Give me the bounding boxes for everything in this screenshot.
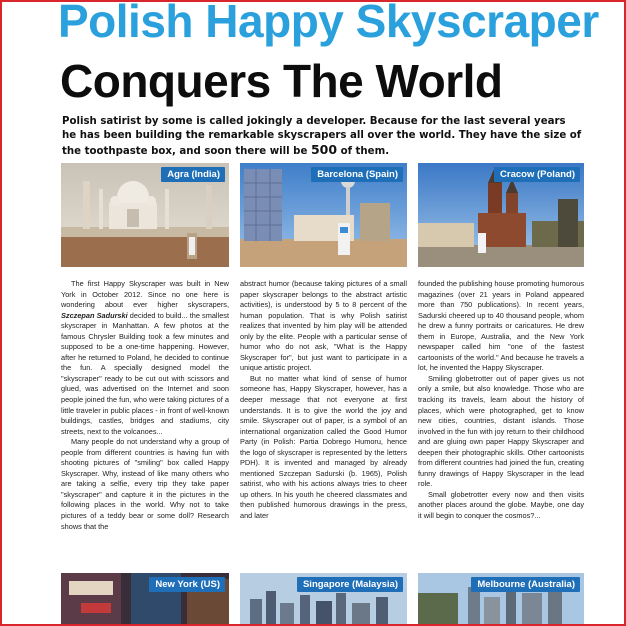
photo-label-singapore: Singapore (Malaysia)	[297, 577, 403, 592]
col1-text-b: decided to build... the smallest skyscraper in Manhattan. A few photos at the famous Chrysler Building took a few minutes and supposed to be a one-time happening. However, after he returned to Poland, he decided to continue the fun. A specially designed model the "skyscraper" ready to be cut out with scissors and glued, was advertised on the Internet and soon people joined the fun, who were taking pictures of a little traveler in public places - in front of well-known buildings, castles, bridges and stadiums, city streets, next to the volcanoes...	[61, 310, 229, 436]
lead-text-2: of them.	[337, 146, 390, 157]
col2-paragraph-2: But no matter what kind of sense of humor someone has, Happy Skyscraper, however, has a deeper message that not everyone at first understands. It is to give the world the joy and smile. Skyscraper out of paper, is a symbol of an international organization called the Good Humor Party (in Polish: Partia Dobrego Humoru, hence the logo of skyscraper is represented by the letters PDH). It is invented and managed by already mentioned Szczepan Sadurski (b. 1965), Polish satirist, who with his actions always tries to cheer up others. In his youth he cheered classmates and then published humorous drawings in the press, and later	[240, 373, 407, 521]
author-name: Szczepan Sadurski	[61, 310, 128, 320]
title-line-1: Polish Happy Skyscraper	[58, 0, 599, 47]
photo-barcelona	[240, 163, 407, 267]
photo-label-agra: Agra (India)	[161, 167, 225, 182]
photo-label-cracow: Cracow (Poland)	[494, 167, 580, 182]
photo-cracow	[418, 163, 584, 267]
lead-text-1: Polish satirist by some is called jokingly a developer. Because for the last several years he has been building the remarkable skyscrapers all over the world. They have the size of the toothpaste box, and soon there will be	[62, 116, 582, 157]
col1-paragraph-1	[61, 279, 229, 437]
column-3	[418, 279, 584, 522]
photo-singapore	[240, 573, 407, 625]
column-1	[61, 279, 229, 532]
col1-paragraph-2: Many people do not understand why a group of people from different countries is having fun with shooting pictures of "smiling" box called Happy Skyscraper. Why, instead of like many others who are taking a selfie, every trip they take paper "skyscraper" and capture it in the pictures in the following places in the world. Why not to take pictures of a teddy bear or some doll? Research shows that the	[61, 437, 229, 531]
lead-paragraph	[62, 115, 582, 159]
photo-melbourne	[418, 573, 584, 625]
photo-label-new-york: New York (US)	[149, 577, 225, 592]
col2-paragraph-1: abstract humor (because taking pictures of a small paper skyscraper belongs to the abstract artistic activities), is understood by 5 to 8 percent of the human population. That is why Polish satirist realizes that invented by him play will be attended only by the elite. People with a particular sense of humor who do not ask, "What is the Happy Skyscraper for", but just want to participate in a unique artistic project.	[240, 279, 407, 373]
col3-paragraph-3: Small globetrotter every now and then visits another places around the globe. Maybe, one day it will begin to conquer the cosmos?...	[418, 489, 584, 521]
photo-agra	[61, 163, 229, 267]
photo-label-barcelona: Barcelona (Spain)	[311, 167, 403, 182]
col3-paragraph-1: founded the publishing house promoting humorous magazines (over 21 years in Poland appeared more than 750 publications). In recent years, Sadurski cheered up to 40 thousand people, whom he drew a funny portraits or caricatures. He drew them in Europe, Australia, and the New York newspaper called him "one of the fastest cartoonists of the world." And because he travels a lot, he invented the Happy Skyscraper.	[418, 279, 584, 373]
photo-new-york	[61, 573, 229, 625]
photo-label-melbourne: Melbourne (Australia)	[471, 577, 580, 592]
title-line-2: Conquers The World	[60, 55, 503, 107]
column-2	[240, 279, 407, 522]
col1-text-a: The first Happy Skyscraper was built in New York in October 2012. Since no one here is wondering about ever higher skyscrapers,	[61, 279, 229, 310]
lead-number: 500	[310, 142, 338, 157]
col3-paragraph-2: Smiling globetrotter out of paper gives us not only a smile, but also knowledge. Those who are tracking its travels, learn about the history of places, which were photographed, get to know new cities, countries, distant islands. Those involved in the fun with joy return to their childhood and are gluing own paper Happy Skyscraper and deepen their photographic skills. Other cartoonists from different countries had joined the fun, creating funny drawings of Happy Skyscraper in the lead role.	[418, 373, 584, 489]
